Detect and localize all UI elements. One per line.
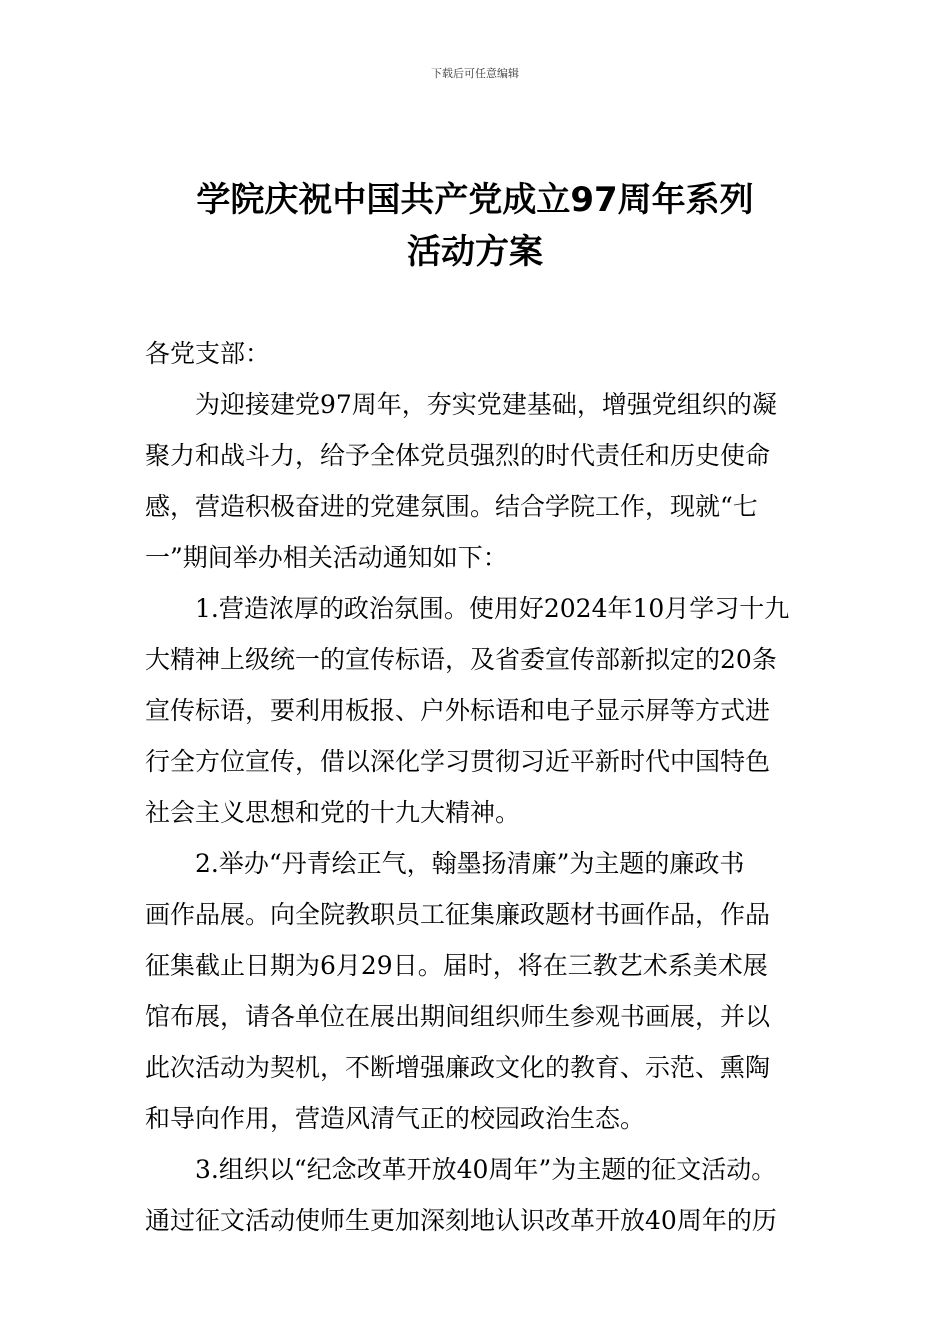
- salutation-text: 各党支部：: [145, 339, 271, 368]
- item-1-paragraph: [145, 583, 809, 838]
- item-1-line: 行全方位宣传，借以深化学习贯彻习近平新时代中国特色: [145, 747, 771, 776]
- title-line-1: 学院庆祝中国共产党成立97周年系列: [196, 180, 754, 220]
- item-2-line: 2.举办“丹青绘正气，翰墨扬清廉”为主题的廉政书: [195, 849, 745, 878]
- item-3-line: 3.组织以“纪念改革开放40周年”为主题的征文活动。: [195, 1155, 777, 1184]
- intro-line: 为迎接建党97周年，夯实党建基础，增强党组织的凝: [195, 390, 777, 419]
- intro-paragraph: [145, 379, 809, 583]
- item-3-paragraph: [145, 1144, 809, 1246]
- page-header-note: 下载后可任意编辑: [431, 67, 519, 80]
- item-2-paragraph: [145, 838, 809, 1144]
- item-1-line: 宣传标语，要利用板报、户外标语和电子显示屏等方式进: [145, 696, 771, 725]
- document-body: [145, 328, 809, 1246]
- intro-line: 聚力和战斗力，给予全体党员强烈的时代责任和历史使命: [145, 441, 771, 470]
- item-1-line: 社会主义思想和党的十九大精神。: [145, 798, 521, 827]
- item-1-line: 1.营造浓厚的政治氛围。使用好2024年10月学习十九: [195, 594, 790, 623]
- title-line-2: 活动方案: [407, 232, 543, 272]
- item-1-line: 大精神上级统一的宣传标语，及省委宣传部新拟定的20条: [145, 645, 777, 674]
- item-2-line: 此次活动为契机，不断增强廉政文化的教育、示范、熏陶: [145, 1053, 771, 1082]
- salutation: [145, 328, 809, 379]
- intro-line: 感，营造积极奋进的党建氛围。结合学院工作，现就“七: [145, 492, 758, 521]
- item-2-line: 画作品展。向全院教职员工征集廉政题材书画作品，作品: [145, 900, 771, 929]
- item-3-line: 通过征文活动使师生更加深刻地认识改革开放40周年的历: [145, 1206, 777, 1235]
- document-title: [100, 174, 850, 278]
- item-2-line: 和导向作用，营造风清气正的校园政治生态。: [145, 1104, 646, 1133]
- item-2-line: 征集截止日期为6月29日。届时，将在三教艺术系美术展: [145, 951, 768, 980]
- item-2-line: 馆布展，请各单位在展出期间组织师生参观书画展，并以: [145, 1002, 771, 1031]
- intro-line: 一”期间举办相关活动通知如下：: [145, 543, 508, 572]
